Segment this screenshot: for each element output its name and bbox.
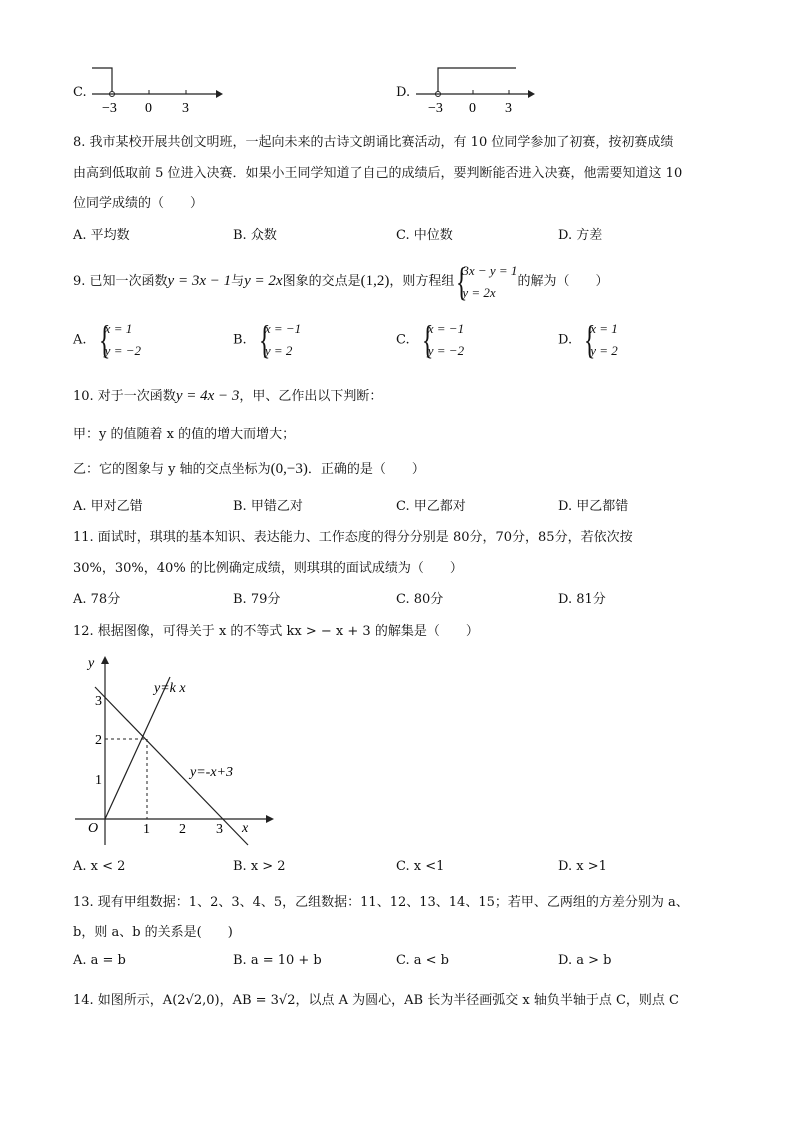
q9-equation-system: { 3x − y = 1 y = 2x [454, 260, 517, 304]
q9-point: (1,2) [360, 273, 390, 289]
q8-option-d[interactable]: D. 方差 [558, 228, 603, 243]
tick-label: 0 [145, 101, 152, 116]
tick-label: 0 [469, 101, 476, 116]
q13-line1: 13. 现有甲组数据：1、2、3、4、5，乙组数据：11、12、13、14、15；若甲、乙两组的方差分别为 a、 [73, 895, 689, 910]
q8-option-b[interactable]: B. 众数 [233, 228, 277, 243]
q9-mid3: ，则方程组 [389, 274, 455, 289]
x-axis-label: x [242, 821, 249, 836]
q11-option-c[interactable]: C. 80分 [396, 592, 444, 607]
x-tick: 3 [216, 822, 223, 837]
y-axis-label: y [88, 656, 95, 671]
q14-line1: 14. 如图所示，A(2√2,0)，AB = 3√2，以点 A 为圆心，AB 长为半径画弧交 x 轴负半轴于点 C，则点 C [73, 993, 679, 1008]
q13-option-a[interactable]: A. a = b [73, 953, 126, 968]
q12-line1: 12. 根据图像，可得关于 x 的不等式 kx > − x + 3 的解集是（ ） [73, 624, 479, 639]
q7-option-c-numberline [88, 60, 223, 120]
q10-option-d[interactable]: D. 甲乙都错 [558, 499, 629, 514]
q8-option-c[interactable]: C. 中位数 [396, 228, 453, 243]
q9-option-a[interactable]: A. { x = 1 y = −2 [73, 318, 141, 362]
q8-line2: 由高到低取前 5 位进入决赛．如果小王同学知道了自己的成绩后，要判断能否进入决赛，他需要知道这 10 [73, 166, 683, 181]
q13-option-b[interactable]: B. a = 10 + b [233, 953, 322, 968]
q13-option-d[interactable]: D. a > b [558, 953, 612, 968]
q9-option-b[interactable]: B. { x = −1 y = 2 [233, 318, 301, 362]
line-neg-x-plus-3-label: y=-x+3 [190, 765, 233, 780]
q7-option-d-numberline [412, 60, 537, 120]
q9-function-2: y = 2x [244, 273, 283, 289]
y-tick: 2 [95, 733, 102, 748]
q8-option-a[interactable]: A. 平均数 [73, 228, 130, 243]
q10-line2: 甲：y 的值随着 x 的值的增大而增大； [73, 427, 296, 442]
q11-option-b[interactable]: B. 79分 [233, 592, 281, 607]
q13-line2: b，则 a、b 的关系是( ) [73, 925, 233, 940]
q9-suffix: 的解为（ ） [517, 274, 609, 289]
q9-stem [73, 259, 608, 304]
q11-option-d[interactable]: D. 81分 [558, 592, 606, 607]
line-kx-label: y=k x [154, 681, 186, 696]
q8-line3: 位同学成绩的（ ） [73, 196, 204, 211]
x-tick: 1 [143, 822, 150, 837]
y-tick: 3 [95, 694, 102, 709]
q10-line3: 乙：它的图象与 y 轴的交点坐标为(0,−3)．正确的是（ ） [73, 461, 425, 477]
tick-label: 3 [182, 101, 189, 116]
q11-option-a[interactable]: A. 78分 [73, 592, 121, 607]
q8-line1: 8. 我市某校开展共创文明班，一起向未来的古诗文朗诵比赛活动，有 10 位同学参加了初赛，按初赛成绩 [73, 135, 674, 150]
q13-option-c[interactable]: C. a < b [396, 953, 449, 968]
y-tick: 1 [95, 773, 102, 788]
q9-mid: 与 [231, 274, 245, 289]
q7-option-c-label: C. [73, 85, 87, 100]
q11-line2: 30%，30%，40% 的比例确定成绩，则琪琪的面试成绩为（ ） [73, 561, 463, 576]
q12-option-b[interactable]: B. x > 2 [233, 859, 286, 874]
tick-label: −3 [102, 101, 117, 116]
q9-function-1: y = 3x − 1 [167, 273, 232, 289]
q11-line1: 11. 面试时，琪琪的基本知识、表达能力、工作态度的得分分别是 80分，70分，85分，若依次按 [73, 530, 633, 545]
tick-label: 3 [505, 101, 512, 116]
q10-option-b[interactable]: B. 甲错乙对 [233, 499, 303, 514]
q10-line1: 10. 对于一次函数y = 4x − 3，甲、乙作出以下判断： [73, 388, 383, 404]
q12-option-d[interactable]: D. x >1 [558, 859, 607, 874]
q9-prefix: 9. 已知一次函数 [73, 274, 168, 289]
x-tick: 2 [179, 822, 186, 837]
tick-label: −3 [428, 101, 443, 116]
q7-option-d-label: D. [396, 85, 411, 100]
q9-option-c[interactable]: C. { x = −1 y = −2 [396, 318, 464, 362]
q10-option-c[interactable]: C. 甲乙都对 [396, 499, 466, 514]
q9-mid2: 图象的交点是 [282, 274, 361, 289]
q12-option-c[interactable]: C. x <1 [396, 859, 445, 874]
origin-label: O [88, 821, 99, 836]
q10-option-a[interactable]: A. 甲对乙错 [73, 499, 143, 514]
q9-option-d[interactable]: D. { x = 1 y = 2 [558, 318, 618, 362]
q12-graph [70, 650, 280, 850]
q12-option-a[interactable]: A. x < 2 [73, 859, 126, 874]
line-kx [105, 677, 170, 819]
